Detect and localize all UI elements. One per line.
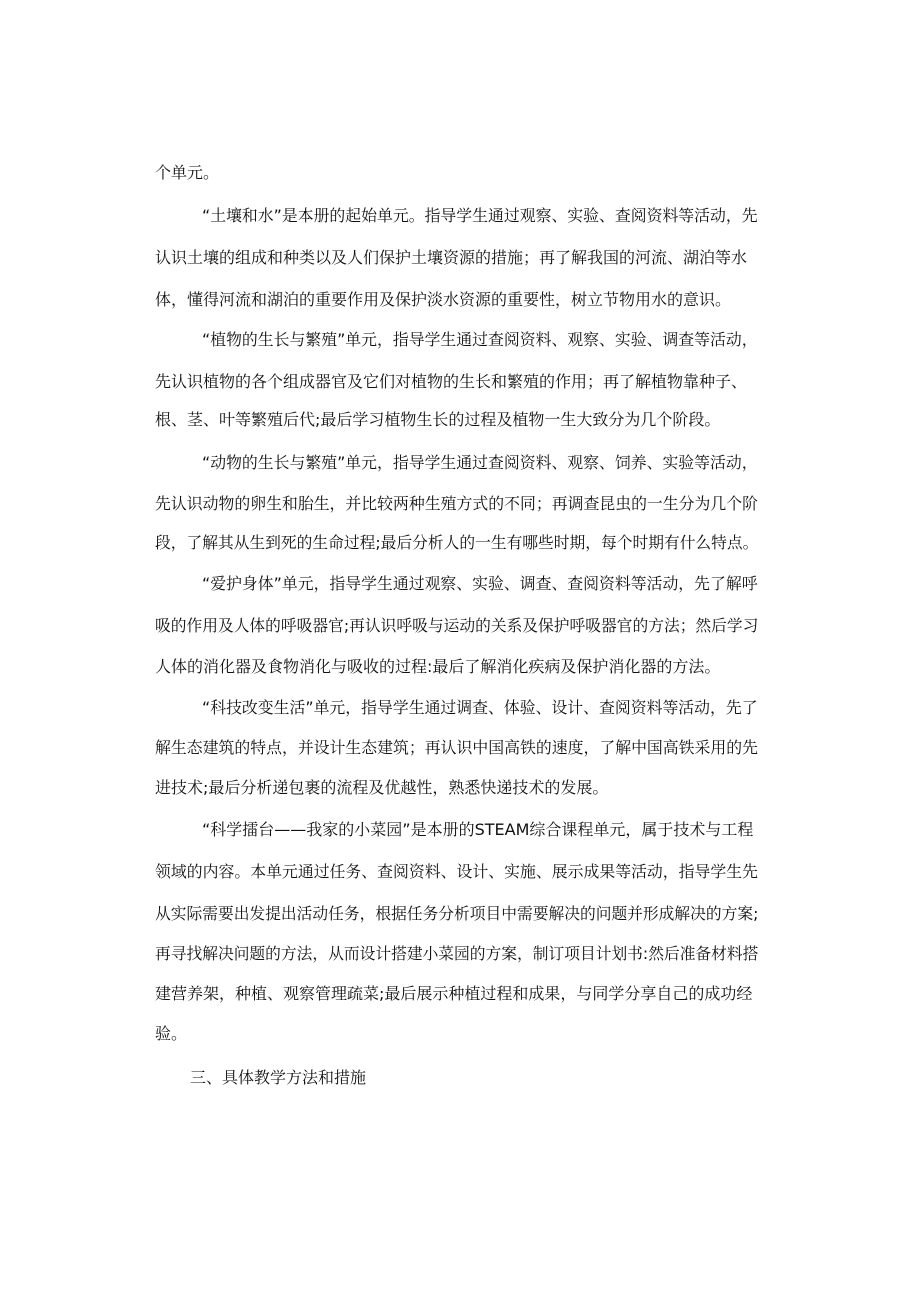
text-line: 领域的内容。本单元通过任务、查阅资料、设计、实施、展示成果等活动，指导学生先 [155, 862, 759, 881]
text-line: 体，懂得河流和湖泊的重要作用及保护淡水资源的重要性，树立节物用水的意识。 [155, 290, 732, 309]
paragraph-first-line: “爱护身体”单元，指导学生通过观察、实验、调查、查阅资料等活动，先了解呼 [202, 574, 758, 593]
text-line: 根、茎、叶等繁殖后代;最后学习植物生长的过程及植物一生大致分为几个阶段。 [155, 410, 721, 429]
text-line: 人体的消化器及食物消化与吸收的过程:最后了解消化疾病及保护消化器的方法。 [155, 657, 721, 676]
text-line: 建营养架，种植、观察管理疏菜;最后展示种植过程和成果，与同学分享自己的成功经 [155, 984, 753, 1003]
text-line: 进技术;最后分析递包裹的流程及优越性，熟悉快递技术的发展。 [155, 778, 609, 797]
section-heading: 三、具体教学方法和措施 [190, 1068, 367, 1087]
text-line: 验。 [155, 1024, 188, 1043]
paragraph-first-line: “植物的生长与繁殖”单元，指导学生通过查阅资料、观察、实验、调查等活动， [202, 330, 758, 349]
text-line: 吸的作用及人体的呼吸器官;再认识呼吸与运动的关系及保护呼吸器官的方法；然后学习 [155, 616, 759, 635]
paragraph-first-line: “土壤和水”是本册的起始单元。指导学生通过观察、实验、查阅资料等活动，先 [202, 206, 758, 225]
text-line: 先认识植物的各个组成器官及它们对植物的生长和繁殖的作用；再了解植物靠种子、 [155, 372, 748, 391]
paragraph-first-line: “科技改变生活”单元，指导学生通过调查、体验、设计、查阅资料等活动，先了 [202, 698, 758, 717]
text-line: 再寻找解决问题的方法，从而设计搭建小菜园的方案，制订项目计划书:然后准备材料搭 [155, 944, 759, 963]
text-line: 解生态建筑的特点，并设计生态建筑；再认识中国高铁的速度，了解中国高铁采用的先 [155, 738, 759, 757]
paragraph-first-line: “科学擂台——我家的小菜园”是本册的STEAM综合课程单元，属于技术与工程 [202, 820, 754, 839]
text-line: 认识土壤的组成和种类以及人们保护土壤资源的措施；再了解我国的河流、湖泊等水 [155, 248, 748, 267]
text-line: 先认识动物的卵生和胎生，并比较两种生殖方式的不同；再调查昆虫的一生分为几个阶 [155, 494, 759, 513]
text-line: 段，了解其从生到死的生命过程;最后分析人的一生有哪些时期，每个时期有什么特点。 [155, 533, 759, 552]
paragraph-first-line: “动物的生长与繁殖”单元，指导学生通过查阅资料、观察、饲养、实验等活动， [202, 453, 758, 472]
text-line: 从实际需要出发提出活动任务，根据任务分析项目中需要解决的问题并形成解决的方案; [155, 904, 759, 923]
text-line: 个单元。 [155, 163, 220, 182]
